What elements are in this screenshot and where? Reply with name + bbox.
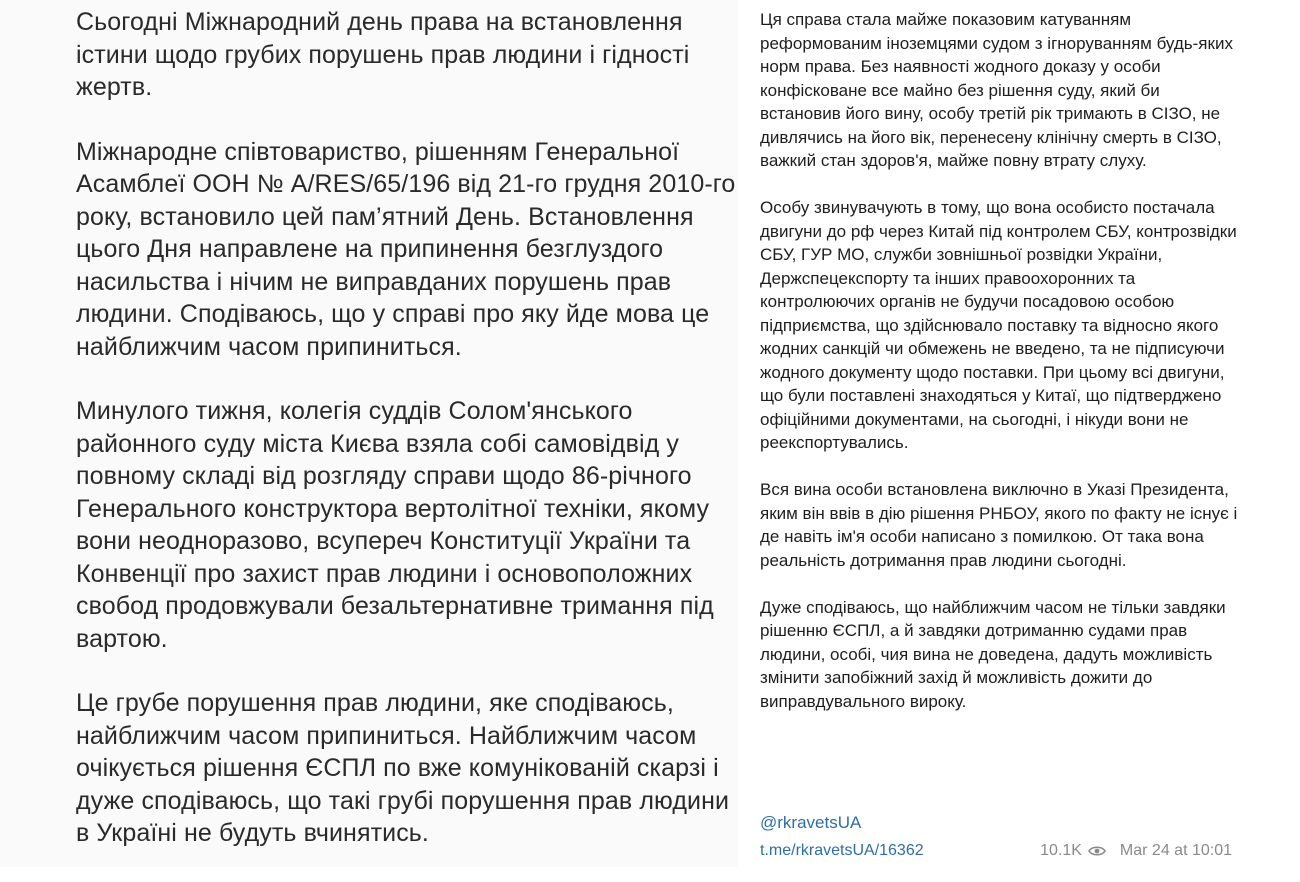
left-message-text xyxy=(76,6,736,882)
right-paragraph-3: Вся вина особи встановлена виключно в Указі Президента, яким він ввів в дію рішення РНБОУ, якого по факту не існує і де навіть ім'я особи написано з помилкою. От така вона реальність дотримання прав людини сьогодні. xyxy=(760,480,1238,570)
post-link[interactable]: t.me/rkravetsUA/16362 xyxy=(760,842,924,859)
view-count: 10.1K xyxy=(1040,842,1082,859)
right-message-panel xyxy=(738,0,1300,867)
channel-handle-link[interactable]: @rkravetsUA xyxy=(760,813,862,832)
right-paragraph-4: Дуже сподіваюсь, що найближчим часом не тільки завдяки рішенню ЄСПЛ, а й завдяки дотриманню судами прав людини, особі, чия вина не доведена, дадуть можливість змінити запобіжний захід й можливість дожити до виправдувального вироку. xyxy=(760,597,1226,711)
eye-icon xyxy=(1088,845,1106,857)
message-timestamp: Mar 24 at 10:01 xyxy=(1119,842,1232,859)
left-paragraph-1: Сьогодні Міжнародний день права на встановлення істини щодо грубих порушень прав людини і гідності жертв. xyxy=(76,8,690,101)
left-paragraph-3: Минулого тижня, колегія суддів Солом'янського районного суду міста Києва взяла собі самовідвід у повному складі від розгляду справи щодо 86-річного Генерального конструктора вертолітної техніки, якому вони неодноразово, всупереч Конституції України та Конвенції про захист прав людини і основоположних свобод продовжували безальтернативне тримання під вартою. xyxy=(76,397,714,653)
left-paragraph-4: Це грубе порушення прав людини, яке сподіваюсь, найближчим часом припиниться. Найближчим часом очікується рішення ЄСПЛ по вже комунікованій скарзі і дуже сподіваюсь, що такі грубі порушення прав людини в Україні не будуть вчинятись. xyxy=(76,689,730,847)
left-paragraph-2: Міжнародне співтовариство, рішенням Генеральної Асамблеї ООН № A/RES/65/196 від 21-го грудня 2010-го року, встановило цей пам’ятний День. Встановлення цього Дня направлене на припинення безглуздого насильства і нічим не виправданих порушень прав людини. Сподіваюсь, що у справі про яку йде мова це найближчим часом припиниться. xyxy=(76,137,736,361)
right-paragraph-2: Особу звинувачують в тому, що вона особисто постачала двигуни до рф через Китай під контролем СБУ, контрозвідки СБУ, ГУР МО, служби зовнішньої розвідки України, Держспецекспорту та інших правоохоронних та контролюючих органів не будучи посадовою особою підприємства, що здійснювало поставку та відносно якого жодних санкцій чи обмежень не введено, та не підписуючи жодного документу щодо поставки. При цьому всі двигуни, що були поставлені знаходяться у Китаї, що підтверджено офіційними документами, на сьогодні, і нікуди вони не реекспортувались. xyxy=(760,198,1237,452)
right-message-text xyxy=(760,8,1238,737)
message-meta xyxy=(1040,842,1232,860)
right-paragraph-1: Ця справа стала майже показовим катуванням реформованим іноземцями судом з ігноруванням будь-яких норм права. Без наявності жодного доказу у особи конфісковане все майно без рішення суду, який би встановив його вину, особу третій рік тримають в СІЗО, не дивлячись на його вік, перенесену клінічну смерть в СІЗО, важкий стан здоров'я, майже повну втрату слуху. xyxy=(760,10,1233,170)
